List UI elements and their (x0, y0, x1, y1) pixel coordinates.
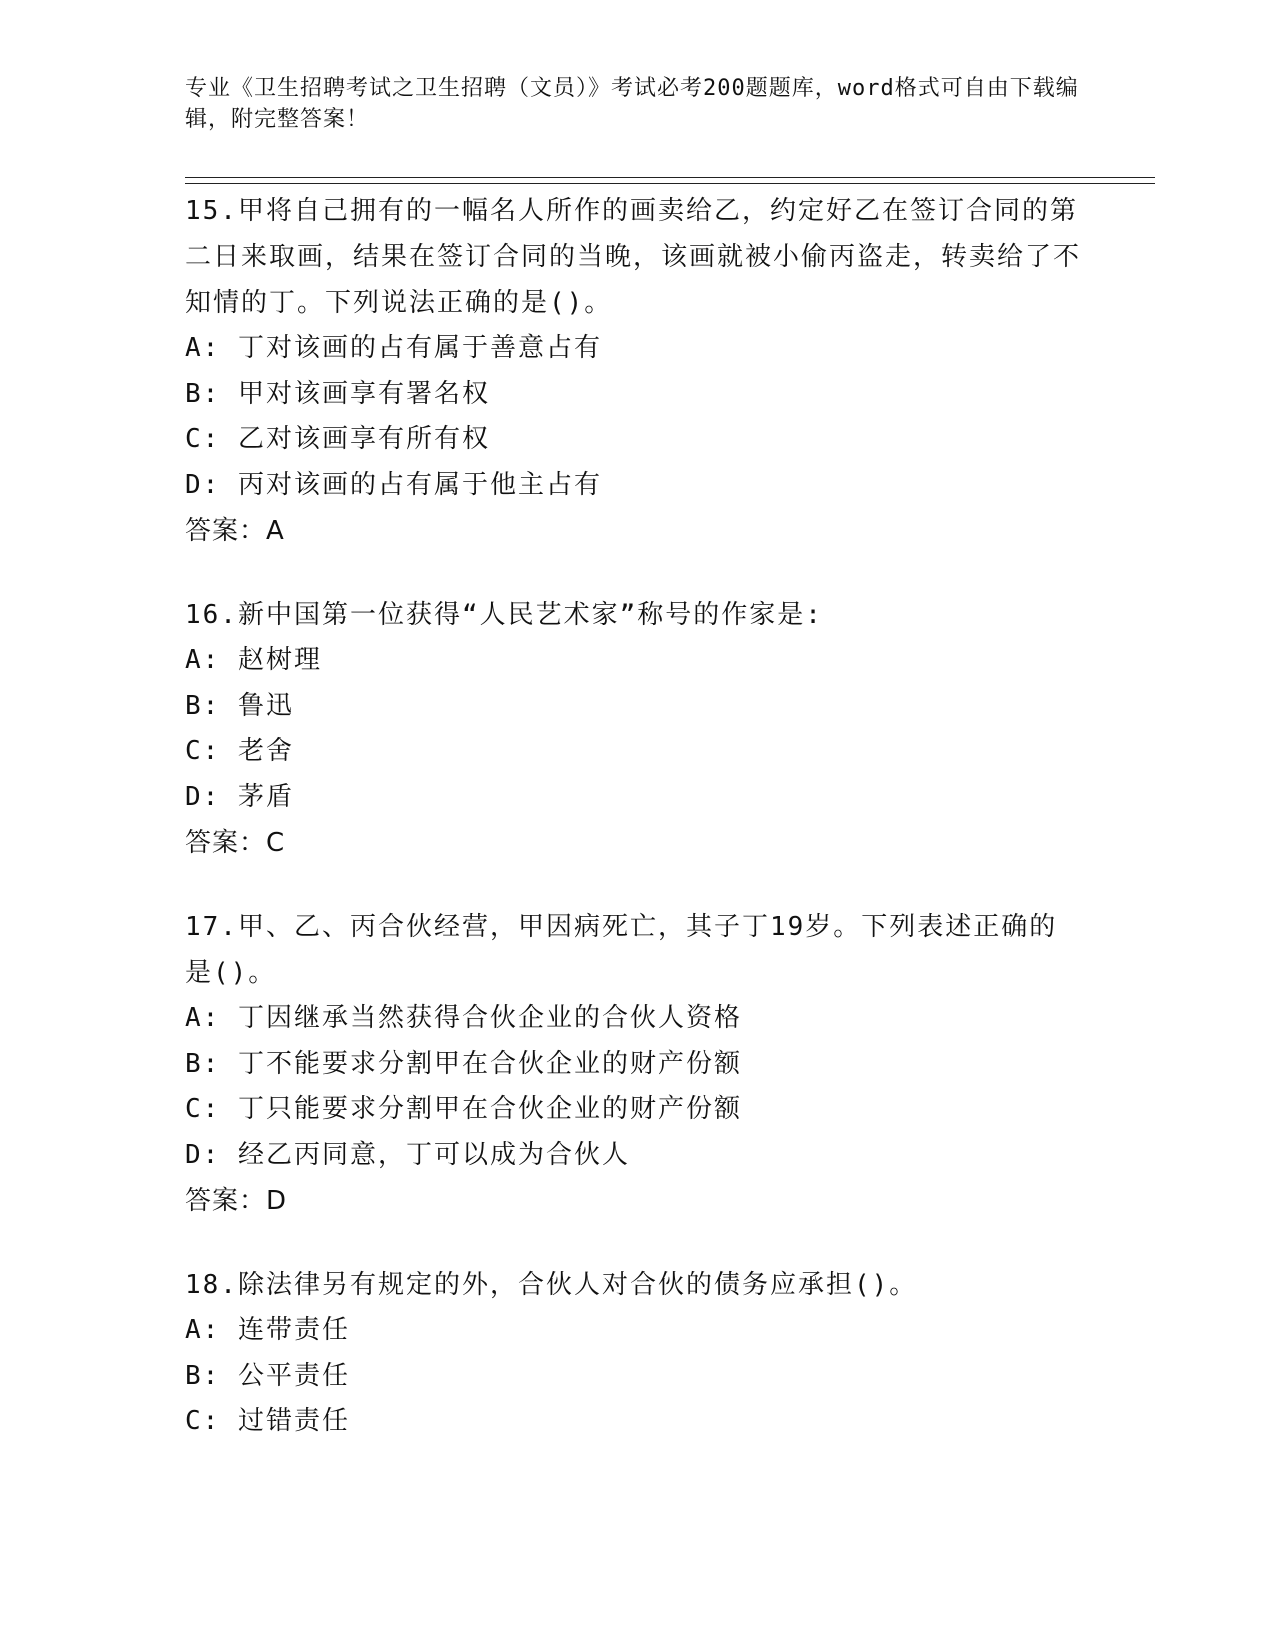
header-divider-top (185, 177, 1155, 178)
question-stem: 18.除法律另有规定的外，合伙人对合伙的债务应承担()。 (185, 1270, 918, 1300)
option-d: D: 丙对该画的占有属于他主占有 (185, 469, 602, 500)
answer-line: 答案：A (185, 516, 285, 546)
option-b: B: 丁不能要求分割甲在合伙企业的财产份额 (185, 1048, 742, 1079)
question-18 (185, 1262, 1085, 1445)
option-a: A: 丁因继承当然获得合伙企业的合伙人资格 (185, 1003, 742, 1033)
question-15 (185, 188, 1085, 554)
question-stem: 16.新中国第一位获得“人民艺术家”称号的作家是: (185, 600, 823, 630)
option-a: A: 丁对该画的占有属于善意占有 (185, 333, 602, 363)
option-b: B: 公平责任 (185, 1360, 350, 1391)
option-c: C: 丁只能要求分割甲在合伙企业的财产份额 (185, 1094, 742, 1124)
option-a: A: 赵树理 (185, 645, 322, 675)
answer-line: 答案：D (185, 1186, 288, 1216)
option-d: D: 茅盾 (185, 781, 294, 812)
question-stem: 15.甲将自己拥有的一幅名人所作的画卖给乙，约定好乙在签订合同的第二日来取画，结果在签订合同的当晚，该画就被小偷丙盗走，转卖给了不知情的丁。下列说法正确的是()。 (185, 196, 1082, 318)
question-list (185, 188, 1085, 1483)
option-b: B: 鲁迅 (185, 690, 294, 721)
option-c: C: 乙对该画享有所有权 (185, 424, 490, 454)
question-16 (185, 592, 1085, 866)
option-c: C: 过错责任 (185, 1406, 350, 1436)
document-header: 专业《卫生招聘考试之卫生招聘（文员）》考试必考200题题库，word格式可自由下载编辑，附完整答案！ (185, 76, 1079, 132)
question-17 (185, 904, 1085, 1224)
answer-line: 答案：C (185, 828, 286, 858)
option-a: A: 连带责任 (185, 1315, 350, 1345)
option-b: B: 甲对该画享有署名权 (185, 378, 490, 409)
option-d: D: 经乙丙同意，丁可以成为合伙人 (185, 1139, 630, 1170)
header-divider-bottom (185, 183, 1155, 184)
option-c: C: 老舍 (185, 736, 294, 766)
question-stem: 17.甲、乙、丙合伙经营，甲因病死亡，其子丁19岁。下列表述正确的是()。 (185, 912, 1058, 988)
